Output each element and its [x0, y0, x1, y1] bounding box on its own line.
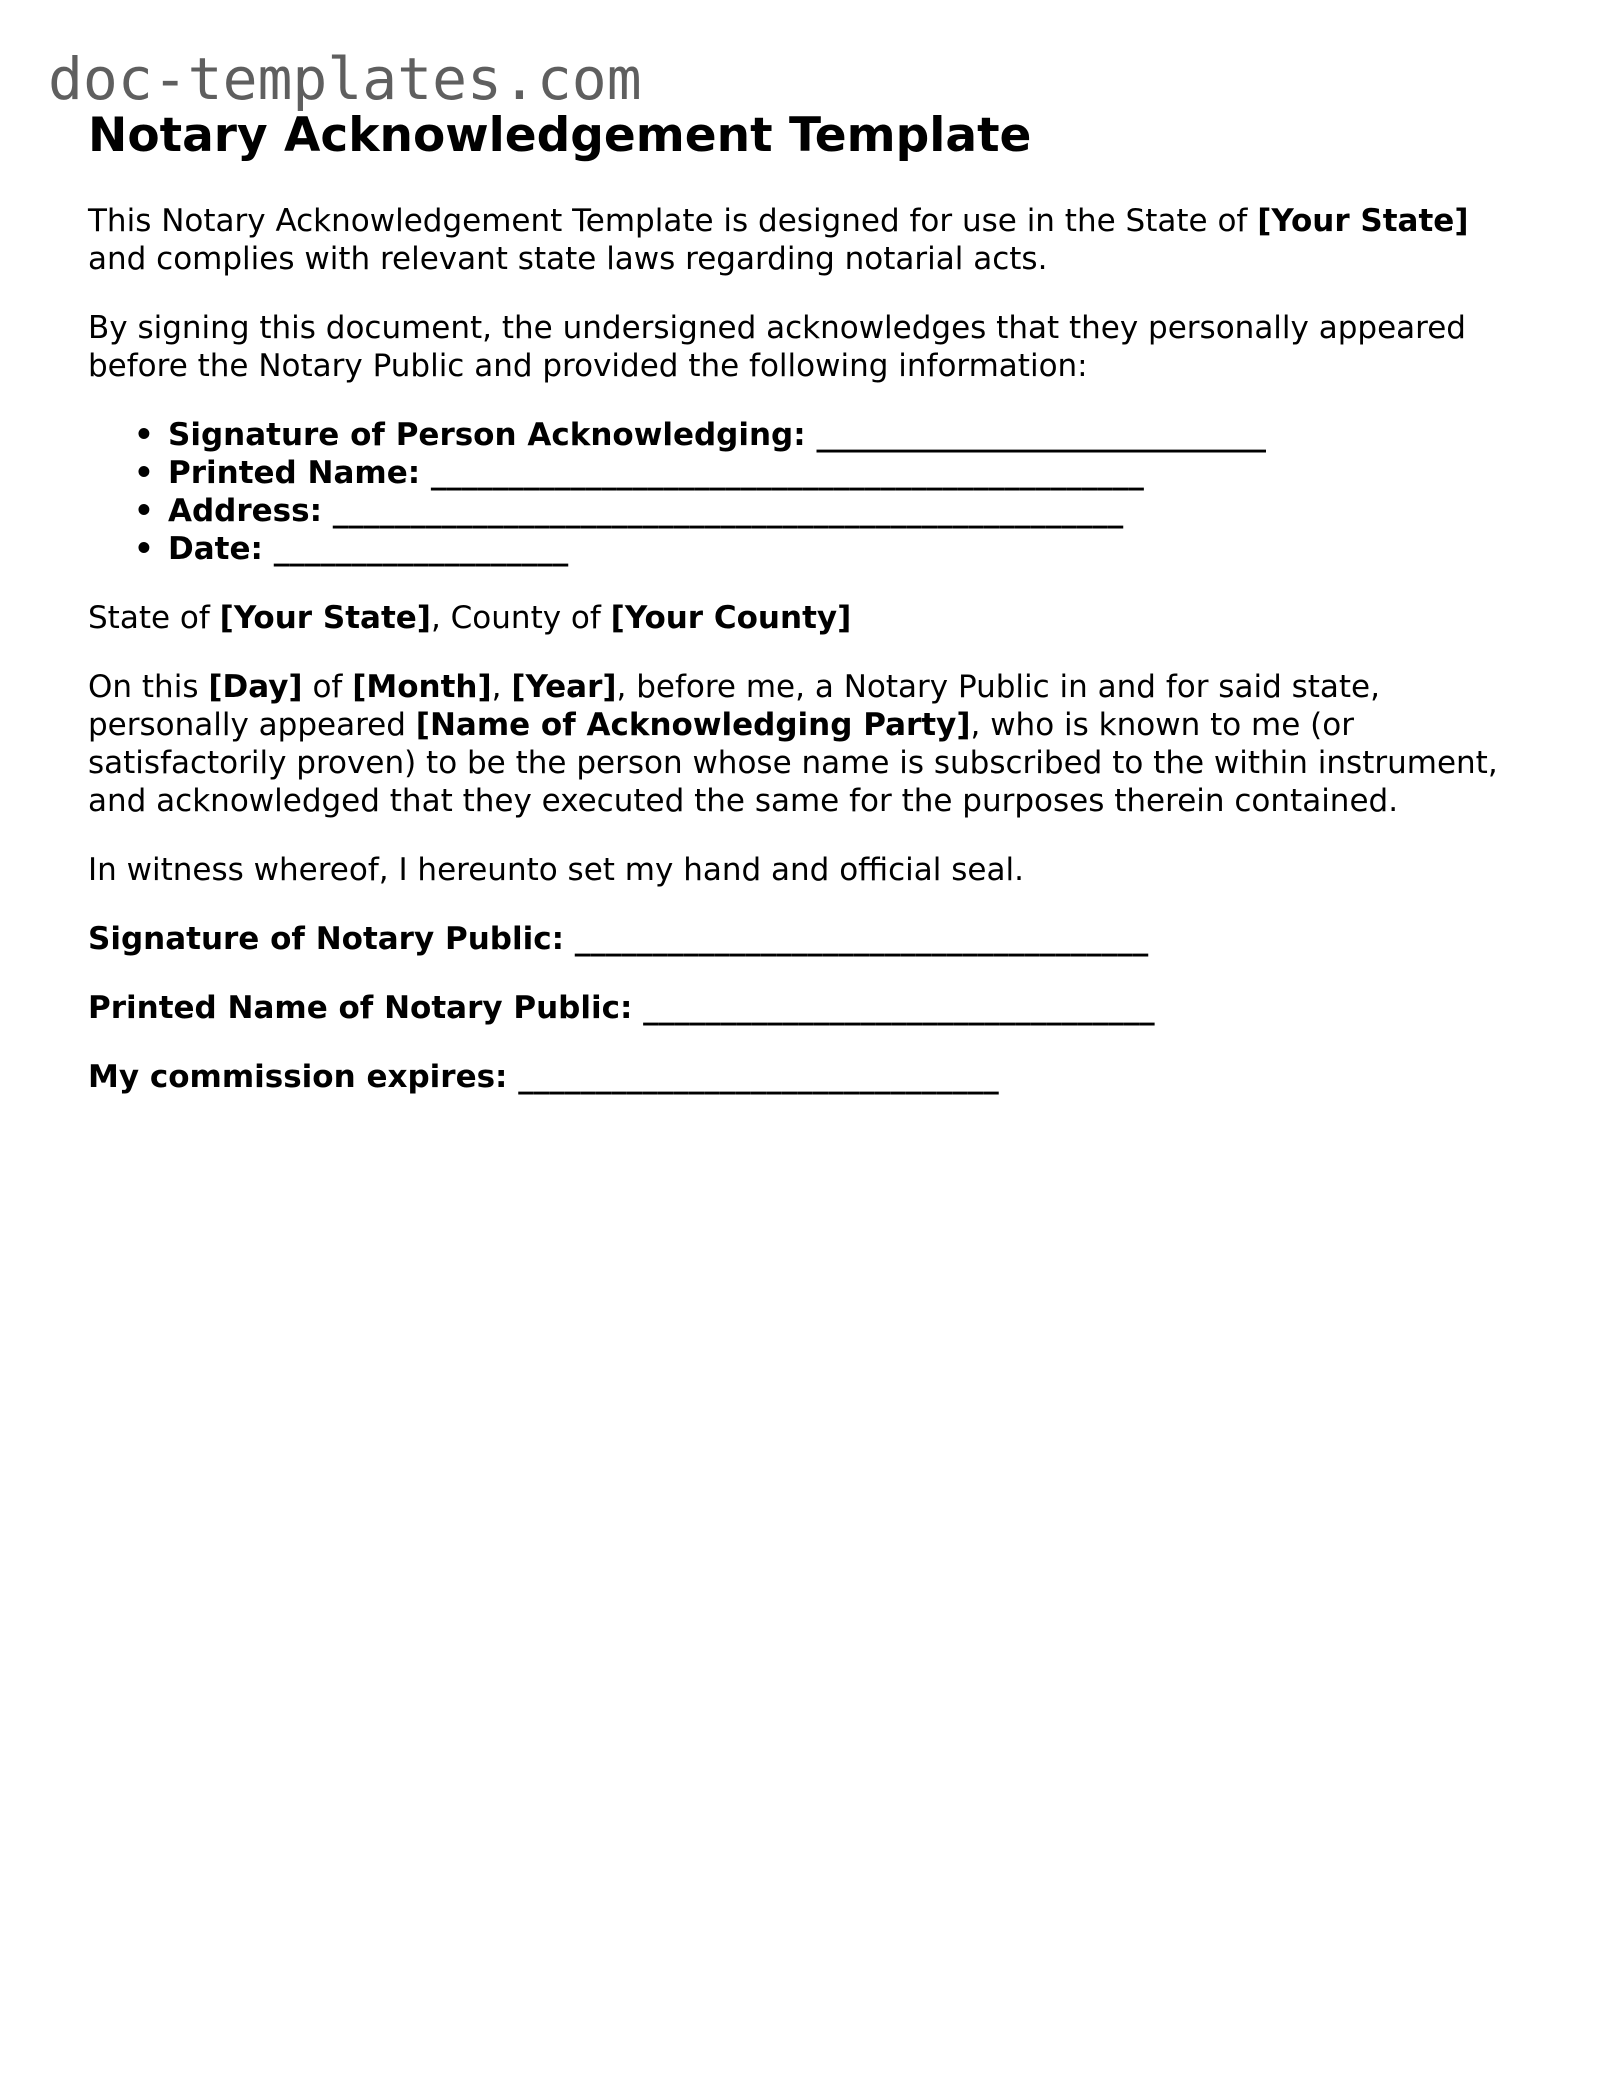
notary-printed-name-blank[interactable]: _________________________________	[643, 990, 1155, 1027]
appearance-text: , before me, a Notary Public in and for said state, personally appeared	[88, 669, 1380, 744]
appearance-text: , who is known to me (or satisfactorily proven) to be the person whose name is subscribed to the within instrument, and acknowledged that they executed the same for the purposes therein contained.	[88, 707, 1498, 820]
field-label: Printed Name:	[168, 455, 421, 492]
field-label: Date:	[168, 531, 263, 568]
list-item	[168, 492, 1528, 530]
venue-county-placeholder: [Your County]	[610, 600, 852, 637]
commission-expiry-blank[interactable]: _______________________________	[518, 1059, 999, 1096]
appearance-paragraph	[88, 668, 1528, 820]
date-blank[interactable]: ___________________	[273, 531, 569, 568]
appearance-text: On this	[88, 669, 199, 706]
party-placeholder: [Name of Acknowledging Party]	[415, 707, 971, 744]
year-placeholder: [Year]	[511, 669, 617, 706]
printed-name-blank[interactable]: ______________________________________________	[430, 455, 1144, 492]
list-item	[168, 454, 1528, 492]
field-label: Signature of Person Acknowledging:	[168, 417, 806, 454]
address-blank[interactable]: ___________________________________________________	[332, 493, 1124, 530]
signature-blank[interactable]: _____________________________	[816, 417, 1266, 454]
commission-expiry-line	[88, 1058, 1528, 1096]
intro-paragraph	[88, 202, 1528, 278]
list-item	[168, 530, 1528, 568]
page-title: Notary Acknowledgement Template	[88, 108, 1032, 163]
notary-printed-name-line	[88, 989, 1528, 1027]
intro-state-placeholder: [Your State]	[1257, 203, 1469, 240]
venue-line	[88, 599, 1528, 637]
acknowledger-fields-list	[88, 416, 1528, 568]
field-label: Address:	[168, 493, 322, 530]
notary-signature-label: Signature of Notary Public:	[88, 921, 564, 958]
list-item	[168, 416, 1528, 454]
witness-statement: In witness whereof, I hereunto set my hand and official seal.	[88, 852, 1024, 889]
venue-state-placeholder: [Your State]	[219, 600, 431, 637]
appearance-text: ,	[491, 669, 502, 706]
commission-expiry-label: My commission expires:	[88, 1059, 508, 1096]
venue-prefix: State of	[88, 600, 210, 637]
watermark: doc-templates.com	[48, 45, 642, 113]
day-placeholder: [Day]	[208, 669, 303, 706]
intro-text: This Notary Acknowledgement Template is designed for use in the State of	[88, 203, 1248, 240]
document-page	[88, 108, 1528, 1127]
signing-statement: By signing this document, the undersigned acknowledges that they personally appeared before the Notary Public and provided the following information:	[88, 310, 1466, 385]
venue-middle: , County of	[430, 600, 601, 637]
appearance-text: of	[312, 669, 343, 706]
notary-signature-blank[interactable]: _____________________________________	[574, 921, 1149, 958]
intro-text-end: and complies with relevant state laws regarding notarial acts.	[88, 241, 1048, 278]
notary-signature-line	[88, 920, 1528, 958]
month-placeholder: [Month]	[352, 669, 492, 706]
notary-printed-name-label: Printed Name of Notary Public:	[88, 990, 633, 1027]
